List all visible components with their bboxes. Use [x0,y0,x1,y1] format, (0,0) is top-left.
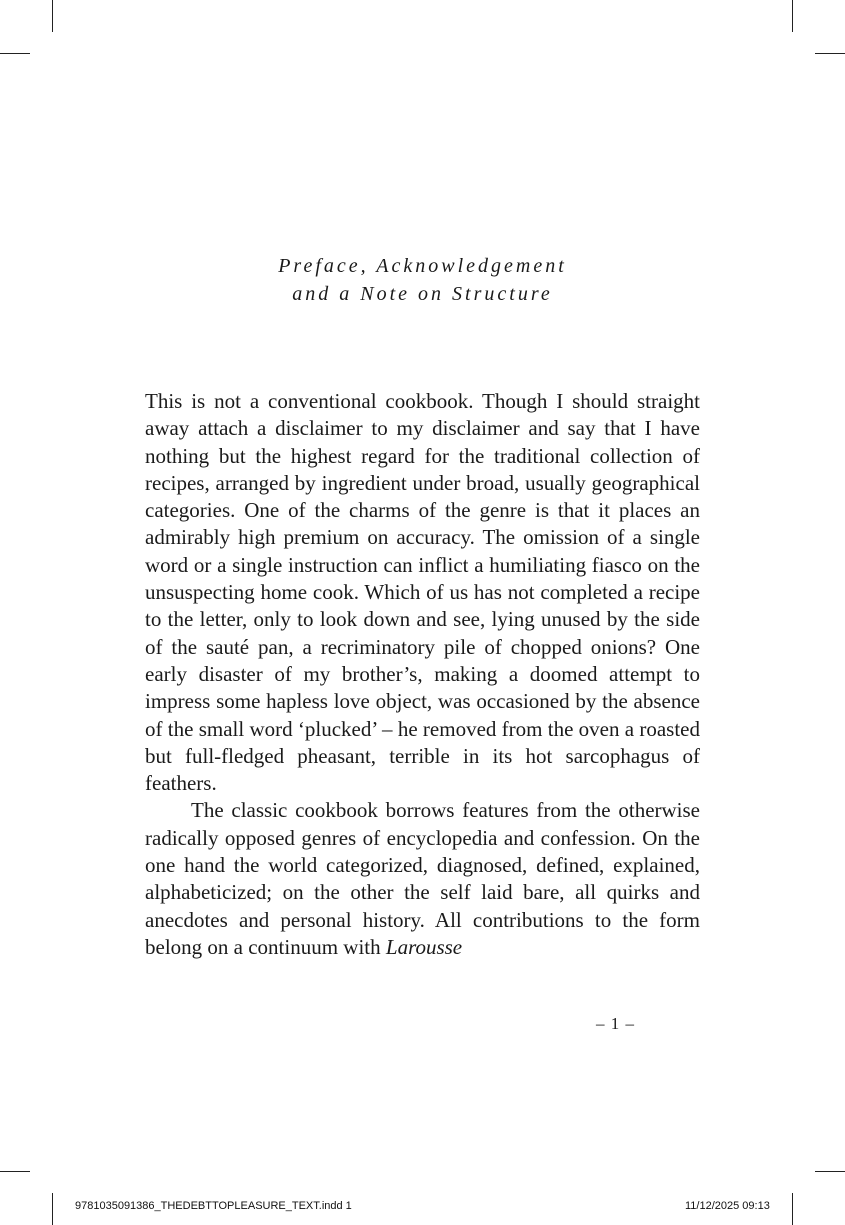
paragraph-1: This is not a conventional cookbook. Though I should straight away attach a disclaimer to my disclaimer and say that I have nothing but the highest regard for the traditional collection of recipes, arranged by ingredient under broad, usually geographical categories. One of the charms of the genre is that it places an admirably high premium on accuracy. The omission of a single word or a single instruction can inflict a humiliating fiasco on the unsuspecting home cook. Which of us has not completed a recipe to the letter, only to look down and see, lying unused by the side of the sauté pan, a recriminatory pile of chopped onions? One early disaster of my brother’s, making a doomed attempt to impress some hapless love object, was occasioned by the absence of the small word ‘plucked’ – he removed from the oven a roasted but full-fledged pheasant, terrible in its hot sarcophagus of feathers. [145,389,700,796]
crop-mark-right-bottom [815,1171,845,1172]
slug-filename: 9781035091386_THEDEBTTOPLEASURE_TEXT.indd 1 [75,1200,352,1212]
chapter-heading [145,252,700,308]
chapter-heading-line-2: and a Note on Structure [292,283,553,305]
page-number: – 1 – [596,1014,635,1033]
crop-mark-left-top [0,53,30,54]
crop-mark-bottom-left [52,1193,53,1225]
paragraph-2-text: The classic cookbook borrows features from the otherwise radically opposed genres of encyclopedia and confession. On the one hand the world categorized, diagnosed, defined, explained, alphabeticized; on the other the self laid bare, all quirks and anecdotes and personal history. All contributions to the form belong on a continuum with [145,798,700,959]
crop-mark-left-bottom [0,1171,30,1172]
crop-mark-top-left [52,0,53,32]
slug-datetime: 11/12/2025 09:13 [685,1200,770,1212]
paragraph-2-italic-title: Larousse [385,934,463,959]
crop-mark-top-right [792,0,793,32]
chapter-heading-line-1: Preface, Acknowledgement [278,255,567,277]
body-text [145,388,700,961]
paragraph-2 [145,797,700,961]
crop-mark-bottom-right [792,1193,793,1225]
crop-mark-right-top [815,53,845,54]
